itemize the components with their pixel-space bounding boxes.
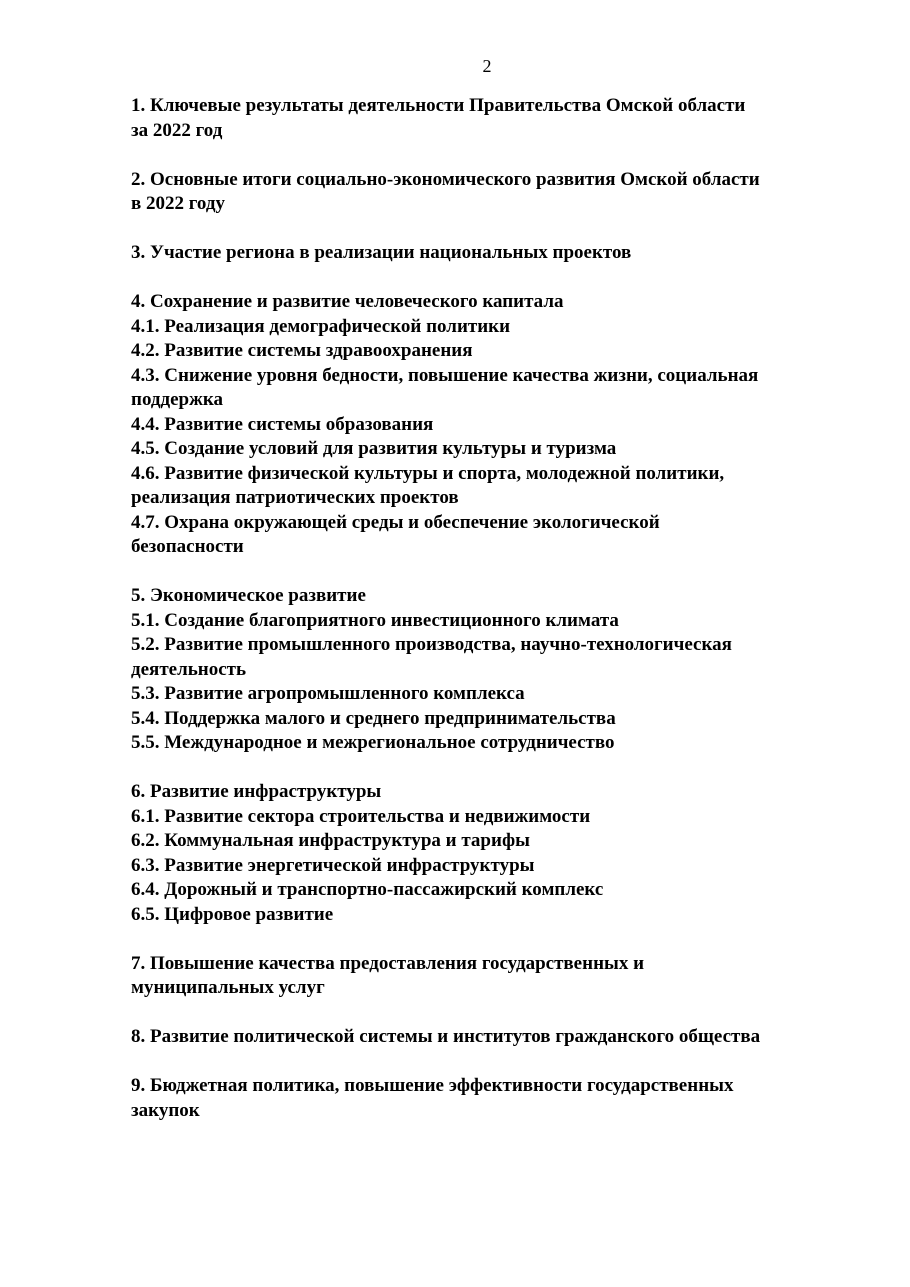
toc-entry-continuation: за 2022 год	[131, 119, 223, 141]
toc-entry: 5. Экономическое развитие	[131, 585, 366, 606]
toc-entry-continuation: деятельность	[131, 658, 247, 680]
toc-section-8	[131, 1025, 861, 1050]
toc-section-9	[131, 1074, 861, 1123]
toc-section-5	[131, 584, 861, 756]
toc-entry-continuation: муниципальных услуг	[131, 977, 325, 998]
toc-section-4	[131, 290, 861, 560]
toc-entry-continuation: безопасности	[131, 536, 244, 557]
toc-entry-continuation: реализация патриотических проектов	[131, 487, 459, 508]
toc-entry: 1. Ключевые результаты деятельности Правительства Омской области	[131, 95, 746, 116]
toc-entry: 8. Развитие политической системы и институтов гражданского общества	[131, 1026, 761, 1047]
toc-subentry: 5.2. Развитие промышленного производства, научно-технологическая	[131, 634, 732, 655]
toc-subentry: 4.4. Развитие системы образования	[131, 413, 434, 435]
toc-subentry: 6.3. Развитие энергетической инфраструктуры	[131, 854, 535, 876]
toc-section-2	[131, 168, 861, 217]
toc-entry-continuation: закупок	[131, 1099, 200, 1121]
toc-subentry: 5.4. Поддержка малого и среднего предпринимательства	[131, 707, 616, 729]
page-number: 2	[482, 56, 492, 76]
toc-entry: 3. Участие региона в реализации национальных проектов	[131, 242, 632, 263]
toc-subentry: 5.5. Международное и межрегиональное сотрудничество	[131, 732, 615, 753]
toc-section-7	[131, 952, 861, 1001]
toc-subentry: 4.1. Реализация демографической политики	[131, 315, 511, 337]
toc-subentry: 6.5. Цифровое развитие	[131, 903, 334, 925]
toc-subentry: 6.1. Развитие сектора строительства и недвижимости	[131, 805, 591, 827]
toc-entry-continuation: в 2022 году	[131, 193, 225, 214]
toc-subentry: 5.3. Развитие агропромышленного комплекса	[131, 683, 525, 704]
toc-subentry: 4.3. Снижение уровня бедности, повышение качества жизни, социальная	[131, 364, 759, 386]
toc-subentry: 4.6. Развитие физической культуры и спорта, молодежной политики,	[131, 462, 725, 484]
toc-entry-continuation: поддержка	[131, 389, 224, 410]
toc-entry: 4. Сохранение и развитие человеческого капитала	[131, 291, 564, 312]
toc-subentry: 4.5. Создание условий для развития культуры и туризма	[131, 438, 617, 459]
toc-entry: 2. Основные итоги социально-экономического развития Омской области	[131, 168, 760, 190]
toc-subentry: 6.4. Дорожный и транспортно-пассажирский комплекс	[131, 879, 604, 900]
toc-section-6	[131, 780, 861, 927]
toc-subentry: 4.7. Охрана окружающей среды и обеспечение экологической	[131, 511, 660, 533]
toc-entry: 6. Развитие инфраструктуры	[131, 781, 382, 802]
toc-subentry: 6.2. Коммунальная инфраструктура и тарифы	[131, 830, 530, 851]
toc-section-3	[131, 241, 861, 266]
toc-entry: 7. Повышение качества предоставления государственных и	[131, 952, 645, 974]
table-of-contents	[131, 94, 861, 1148]
toc-entry: 9. Бюджетная политика, повышение эффективности государственных	[131, 1075, 734, 1096]
toc-subentry: 5.1. Создание благоприятного инвестиционного климата	[131, 609, 619, 631]
toc-section-1	[131, 94, 861, 143]
toc-subentry: 4.2. Развитие системы здравоохранения	[131, 340, 473, 361]
